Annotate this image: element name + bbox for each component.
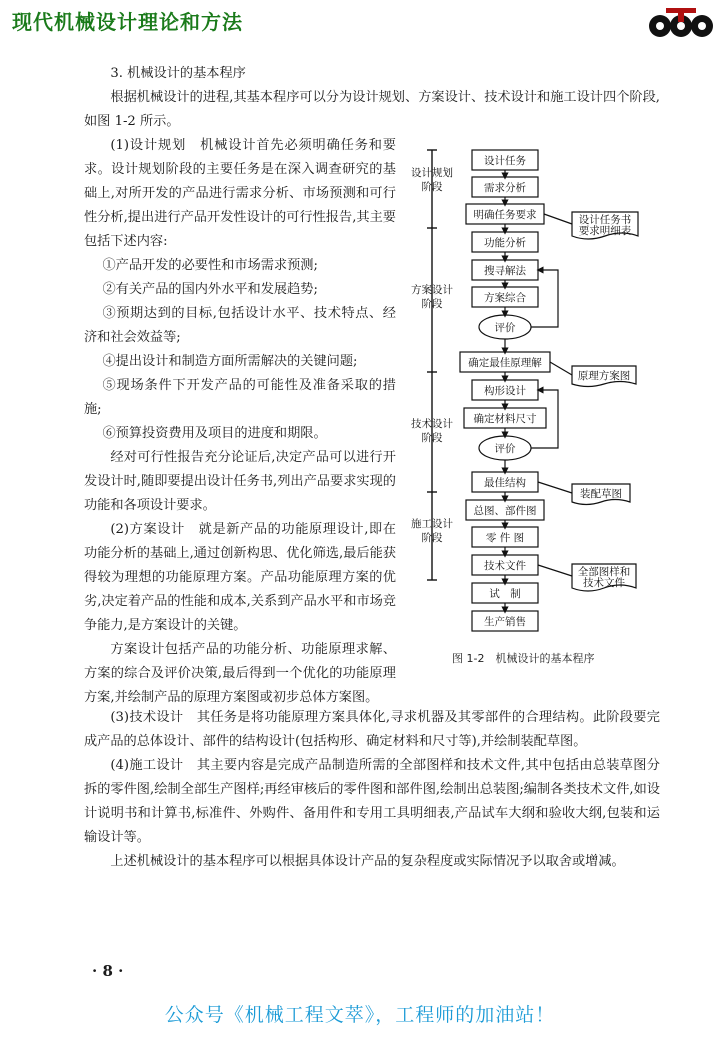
planning-block <box>84 134 396 710</box>
output-label: 设计任务书 <box>578 214 632 226</box>
stage-label: 施工设计 <box>411 518 453 530</box>
stage-label-2: 阶段 <box>421 298 443 310</box>
step-label: 评价 <box>494 322 516 334</box>
section-heading: 3. 机械设计的基本程序 <box>110 66 246 81</box>
step-label: 需求分析 <box>484 182 526 194</box>
step-label: 搜寻解法 <box>484 265 526 277</box>
scheme-paragraph: (2)方案设计 就是新产品的功能原理设计,即在功能分析的基础上,通过创新构思、优化筛选,最后能获得较为理想的功能原理方案。产品功能原理方案的优劣,决定着产品的性能和成本,关系到产品水平和市场竞争能力,是方案设计的关键。 <box>84 522 396 633</box>
step-label: 最佳结构 <box>484 477 526 489</box>
step-label: 明确任务要求 <box>473 209 537 221</box>
stage-label-2: 阶段 <box>421 181 443 193</box>
planning-paragraph: (1)设计规划 机械设计首先必须明确任务和要求。设计规划阶段的主要任务是在深入调查研究的基础上,对所开发的产品进行需求分析、市场预测和可行性分析,提出进行产品开发性设计的可行性报告,其主要包括下述内容: <box>84 138 396 249</box>
scheme-paragraph-2: 方案设计包括产品的功能分析、功能原理求解、方案的综合及评价决策,最后得到一个优化的功能原理方案,并绘制产品的原理方案图或初步总体方案图。 <box>84 642 396 705</box>
planning-item: ⑥预算投资费用及项目的进度和期限。 <box>102 426 327 441</box>
header-title: 现代机械设计理论和方法 <box>12 10 243 34</box>
step-label: 方案综合 <box>484 292 526 304</box>
output-label-2: 要求明细表 <box>578 225 632 237</box>
step-label: 功能分析 <box>484 237 526 249</box>
footer-banner: 公众号《机械工程文萃》，工程师的加油站！ <box>164 1004 556 1026</box>
planning-item: ④提出设计和制造方面所需解决的关键问题; <box>102 354 358 369</box>
output-label: 装配草图 <box>580 488 622 500</box>
planning-item: ②有关产品的国内外水平和发展趋势; <box>102 282 318 297</box>
stage-label: 方案设计 <box>411 284 453 296</box>
design-stages-block <box>84 706 660 874</box>
planning-item: ⑤现场条件下开发产品的可能性及准备采取的措施; <box>84 378 396 417</box>
section-intro-block <box>84 62 660 134</box>
step-label: 零 件 图 <box>485 532 525 544</box>
output-label: 原理方案图 <box>577 370 631 382</box>
stage-label: 设计规划 <box>411 167 453 179</box>
step-label: 设计任务 <box>484 155 526 167</box>
planning-item: ①产品开发的必要性和市场需求预测; <box>102 258 318 273</box>
stage-label-2: 阶段 <box>421 432 443 444</box>
design-procedure-flowchart <box>400 140 650 700</box>
planning-conclusion: 经对可行性报告充分论证后,决定产品可以进行开发设计时,随即要提出设计任务书,列出产品要求实现的功能和各项设计要求。 <box>84 450 396 513</box>
output-connectors <box>538 214 572 576</box>
step-label: 确定最佳原理解 <box>468 357 542 369</box>
figure-caption: 图 1-2 机械设计的基本程序 <box>452 652 595 665</box>
output-label-2: 技术文件 <box>583 577 625 589</box>
output-documents <box>572 212 638 591</box>
step-label: 生产销售 <box>484 616 526 628</box>
step-label: 评价 <box>494 443 516 455</box>
stage-label-2: 阶段 <box>421 532 443 544</box>
step-label: 试 制 <box>489 588 521 600</box>
planning-item: ③预期达到的目标,包括设计水平、技术特点、经济和社会效益等; <box>84 306 396 345</box>
technical-paragraph: (3)技术设计 其任务是将功能原理方案具体化,寻求机器及其零部件的合理结构。此阶段要完成产品的总体设计、部件的结构设计(包括构形、确定材料和尺寸等),并绘制装配草图。 <box>84 710 660 749</box>
closing-paragraph: 上述机械设计的基本程序可以根据具体设计产品的复杂程度或实际情况予以取舍或增减。 <box>110 854 625 869</box>
step-label: 确定材料尺寸 <box>473 413 537 425</box>
step-label: 总图、部件图 <box>473 505 537 517</box>
page-number: · 8 · <box>92 962 124 980</box>
section-intro: 根据机械设计的进程,其基本程序可以分为设计规划、方案设计、技术设计和施工设计四个阶段,如图 1-2 所示。 <box>84 90 660 129</box>
construction-paragraph: (4)施工设计 其主要内容是完成产品制造所需的全部图样和技术文件,其中包括由总装草图分拆的零件图,绘制全部生产图样;再经审核后的零件图和部件图,绘制出总装图;编制各类技术文件,如设计说明书和计算书,标准件、外购件、备用件和专用工具明细表,产品试车大纲和验收大纲,包装和运输设计等。 <box>84 758 660 845</box>
output-label: 全部图样和 <box>577 566 631 578</box>
step-label: 技术文件 <box>484 560 526 572</box>
step-label: 构形设计 <box>484 385 526 397</box>
stage-label: 技术设计 <box>411 418 453 430</box>
publisher-logo-icon <box>648 4 714 44</box>
